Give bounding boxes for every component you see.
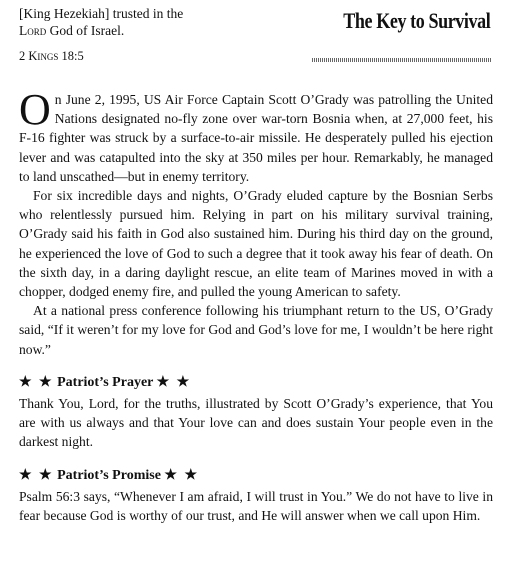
reference-prefix: 2 [19,49,29,63]
promise-heading: ★ ★ Patriot’s Promise ★ ★ [19,467,200,483]
prayer-heading: ★ ★ Patriot’s Prayer ★ ★ [19,374,192,390]
prayer-section [19,373,493,452]
epigraph-lord: Lord [19,23,47,38]
star-icon: ★ ★ [164,467,200,483]
star-icon: ★ ★ [156,374,192,390]
story-paragraph-2: For six incredible days and nights, O’Grady eluded capture by the Bosnian Serbs who relentlessly pursued him. Relying in part on his military survival training, O’Grady said his faith in God also sustained him. During his third day on the ground, he experienced the love of God to such a degree that it took away his fear of death. On the sixth day, in a daring daylight rescue, an elite team of Marines moved in with a chopper, dodged enemy fire, and pulled the young American to safety. [19,188,493,300]
scripture-epigraph [19,5,319,65]
page-title: The Key to Survival [342,8,490,33]
star-icon: ★ ★ [19,374,54,390]
reference-book: Kings [28,49,59,63]
epigraph-line-1: [King Hezekiah] trusted in the [19,6,184,21]
promise-section [19,466,493,526]
story-paragraph-1: On June 2, 1995, US Air Force Captain Scott O’Grady was patrolling the United Nations designated no-fly zone over war-torn Bosnia when, at 27,000 feet, his F-16 fighter was struck by a surface-to-air missile. He desperately pulled his ejection lever and was catapulted into the sky at 350 miles per hour. Remarkably, he managed to land unscathed—but in enemy territory. [19,85,493,184]
title-rule [312,58,492,62]
epigraph-reference [19,48,319,65]
drop-cap: O [19,85,51,134]
star-icon: ★ ★ [19,467,54,483]
story-paragraph-3: At a national press conference following his triumphant return to the US, O’Grady said, “If it weren’t for my love for God and God’s love for me, I wouldn’t be here right now.” [19,303,493,357]
story-body [19,85,493,525]
reference-suffix: 18:5 [58,49,84,63]
epigraph-line-2: God of Israel. [46,23,125,38]
promise-text: Psalm 56:3 says, “Whenever I am afraid, I will trust in You.” We do not have to live in fear because God is worthy of our trust, and He will answer when we call upon Him. [19,488,493,524]
prayer-text: Thank You, Lord, for the truths, illustrated by Scott O’Grady’s experience, that You are with us always and that Your love can and does sustain Your people even in the darkest night. [19,396,493,450]
